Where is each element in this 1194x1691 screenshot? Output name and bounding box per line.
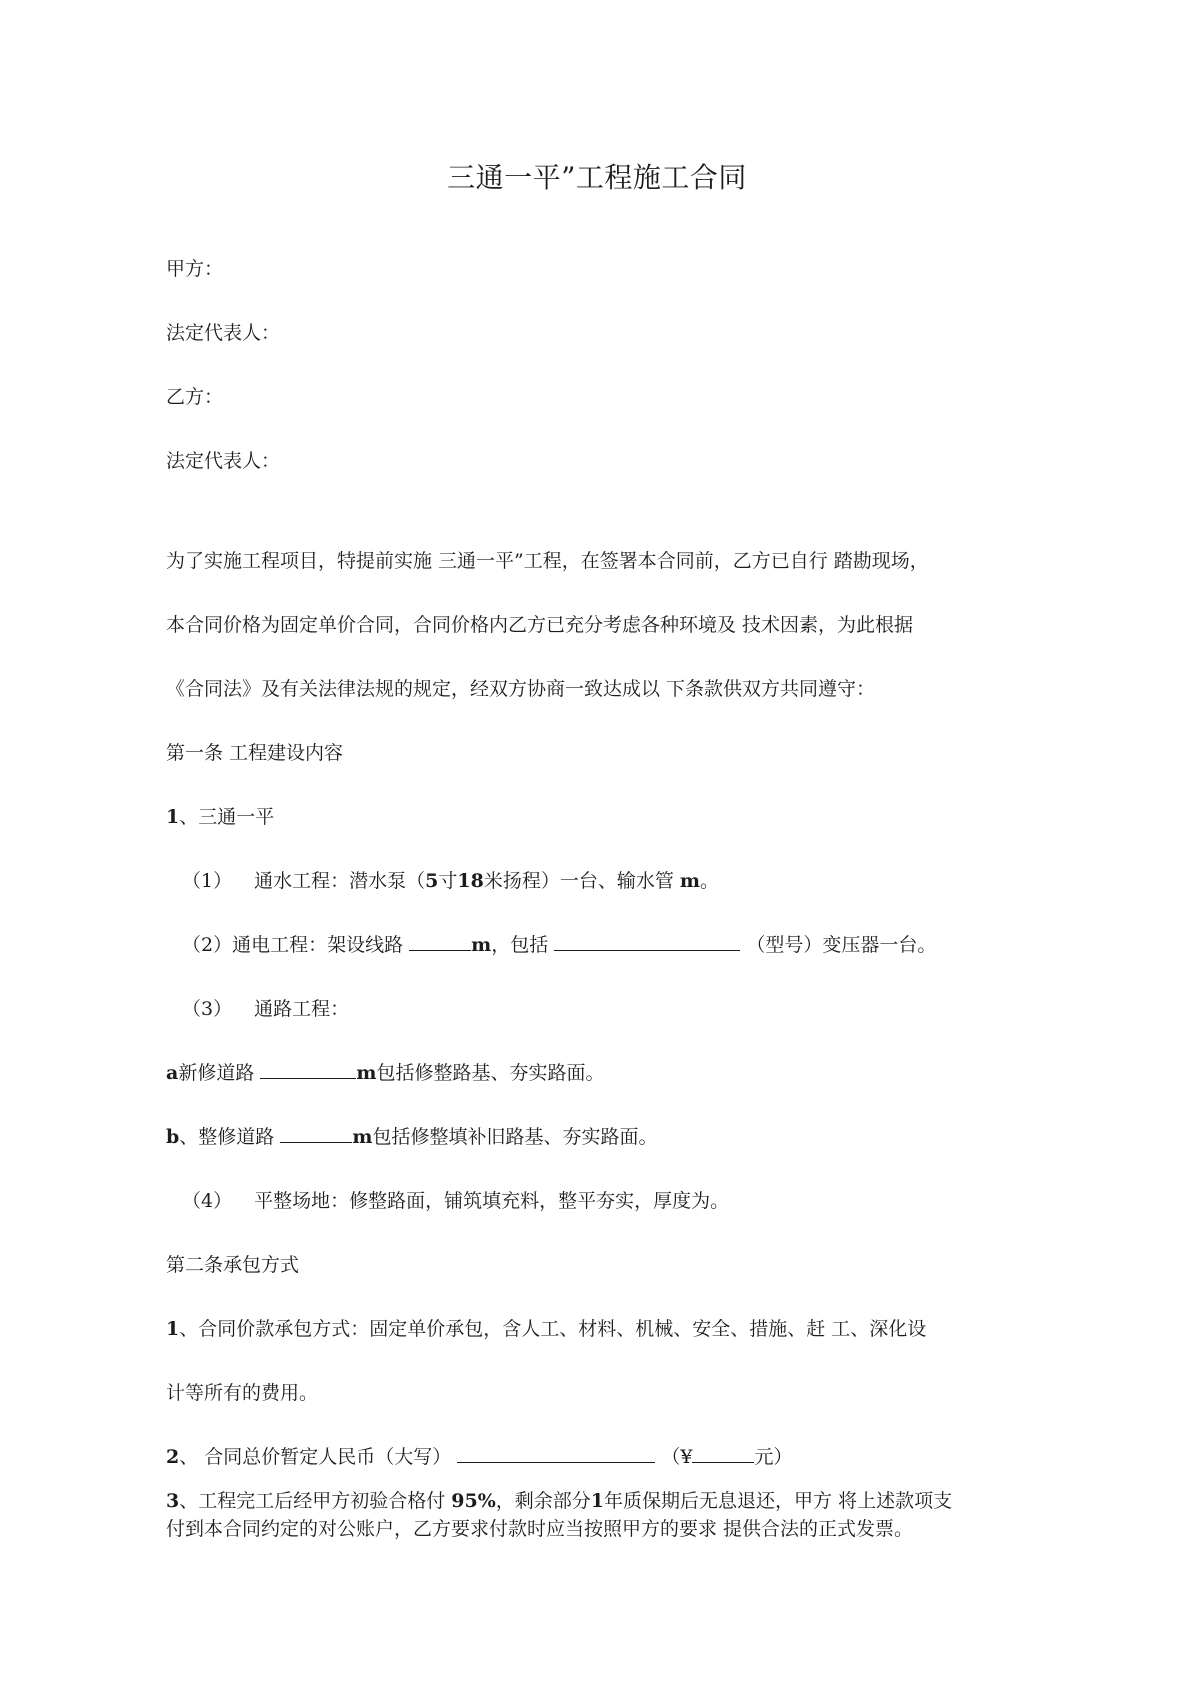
sub-item-number: （3）: [182, 998, 233, 1020]
document-title: 三通一平”工程施工合同: [447, 161, 747, 194]
power-works-line: [182, 932, 936, 958]
sub-item-number: （2）: [182, 934, 233, 956]
road-item-b-letter: b: [166, 1126, 180, 1148]
party-b-rep-label: 法定代表人：: [166, 450, 281, 472]
item-number: 2: [166, 1446, 180, 1468]
pipe-unit: m: [679, 870, 700, 892]
road-item-b: [166, 1124, 657, 1150]
road-item-a-rest: 包括修整路基、夯实路面。: [376, 1062, 605, 1084]
article-2-item-2: [166, 1444, 792, 1470]
payment-percent: 95%: [451, 1490, 496, 1512]
article-2-item-3-cont: 付到本合同约定的对公账户，乙方要求付款时应当按照甲方的要求 提供合法的正式发票。: [166, 1518, 914, 1540]
item-text-2: ，剩余部分: [495, 1490, 591, 1512]
water-text-unit: 寸: [438, 870, 458, 892]
article-1-heading: 第一条 工程建设内容: [166, 742, 344, 764]
article-1-item-1: [166, 804, 274, 830]
sub-item-number: （1）: [182, 870, 233, 892]
intro-line-3: 《合同法》及有关法律法规的规定，经双方协商一致达成以 下条款供双方共同遵守：: [166, 678, 876, 700]
line-length-blank[interactable]: [409, 932, 471, 951]
new-road-length-blank[interactable]: [260, 1060, 356, 1079]
pump-head: 18: [457, 870, 484, 892]
power-text-end: （型号）变压器一台。: [740, 934, 937, 956]
amount-suffix: 元）: [754, 1446, 793, 1468]
leveling-text: 平整场地：修整路面，铺筑填充料，整平夯实，厚度为。: [254, 1190, 730, 1212]
road-item-b-unit: m: [352, 1126, 373, 1148]
water-text-end: 。: [699, 870, 719, 892]
item-number: 1: [166, 1318, 180, 1340]
article-2-item-1: [166, 1316, 926, 1342]
amount-in-words-blank[interactable]: [457, 1444, 655, 1463]
item-number: 3: [166, 1490, 180, 1512]
road-item-b-text: 、整修道路: [179, 1126, 281, 1148]
water-text-pipe: 米扬程）一台、输水管: [483, 870, 680, 892]
water-works-line: [182, 868, 719, 894]
intro-line-1: 为了实施工程项目，特提前实施 三通一平”工程，在签署本合同前，乙方已自行 踏勘现场，: [166, 550, 929, 572]
party-a-label: 甲方：: [166, 258, 224, 280]
road-item-a-text: 新修道路: [178, 1062, 261, 1084]
pump-size: 5: [425, 870, 439, 892]
line-unit: m: [471, 934, 492, 956]
amount-in-figures-blank[interactable]: [692, 1444, 754, 1463]
road-works-line: [182, 996, 349, 1022]
item-text: 、 合同总价暂定人民币（大写）: [179, 1446, 458, 1468]
repair-road-length-blank[interactable]: [280, 1124, 352, 1143]
road-text: 通路工程：: [254, 998, 350, 1020]
article-2-item-1-cont: 计等所有的费用。: [166, 1382, 319, 1404]
road-item-b-rest: 包括修整填补旧路基、夯实路面。: [372, 1126, 658, 1148]
item-text: 、三通一平: [179, 806, 275, 828]
water-text: 通水工程：潜水泵（: [254, 870, 426, 892]
sub-item-number: （4）: [182, 1190, 233, 1212]
article-2-item-3: [166, 1488, 952, 1514]
warranty-years: 1: [590, 1490, 605, 1512]
site-leveling-line: [182, 1188, 729, 1214]
item-text: 、合同价款承包方式：固定单价承包，含人工、材料、机械、安全、措施、赶 工、深化设: [179, 1318, 927, 1340]
amount-prefix: （¥: [655, 1446, 693, 1468]
road-item-a-letter: a: [166, 1062, 179, 1084]
road-item-a-unit: m: [356, 1062, 377, 1084]
party-a-rep-label: 法定代表人：: [166, 322, 281, 344]
party-b-label: 乙方：: [166, 386, 224, 408]
power-text: 通电工程：架设线路: [232, 934, 410, 956]
road-item-a: [166, 1060, 604, 1086]
intro-line-2: 本合同价格为固定单价合同，合同价格内乙方已充分考虑各种环境及 技术因素，为此根据: [166, 614, 914, 636]
article-2-heading: 第二条承包方式: [166, 1254, 300, 1276]
item-text: 、工程完工后经甲方初验合格付: [179, 1490, 452, 1512]
power-text-include: ，包括: [491, 934, 555, 956]
item-text-3: 年质保期后无息退还，甲方 将上述款项支: [604, 1490, 953, 1512]
item-number: 1: [166, 806, 180, 828]
transformer-model-blank[interactable]: [554, 932, 740, 951]
